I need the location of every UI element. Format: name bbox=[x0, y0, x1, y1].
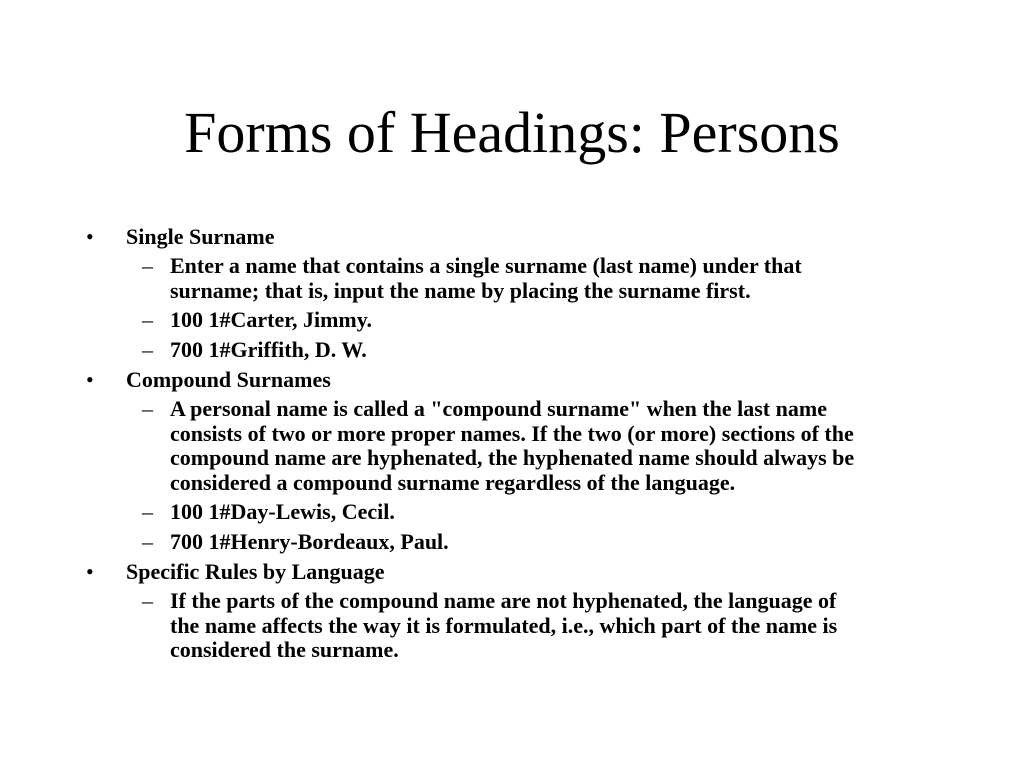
bullet-marker: • bbox=[86, 224, 94, 249]
slide-content bbox=[86, 224, 956, 668]
bullet-text: Single Surname bbox=[126, 224, 275, 249]
sub-bullet-text: Enter a name that contains a single surname (last name) under that surname; that is, input the name by placing the surname first. bbox=[170, 253, 802, 303]
sub-bullet bbox=[86, 254, 870, 303]
sub-bullet-text: If the parts of the compound name are not hyphenated, the language of the name affects the way it is formulated, i.e., which part of the name is considered the surname. bbox=[170, 588, 838, 662]
sub-bullet bbox=[86, 530, 870, 555]
dash-marker: – bbox=[142, 396, 153, 421]
sublist-single-surname bbox=[86, 254, 956, 362]
sub-bullet-text: 700 1#Henry-Bordeaux, Paul. bbox=[170, 528, 449, 554]
sub-bullet bbox=[86, 397, 870, 495]
bullet-single-surname bbox=[86, 224, 956, 250]
bullet-compound-surnames bbox=[86, 367, 956, 393]
sub-bullet bbox=[86, 308, 870, 333]
sub-bullet-text: A personal name is called a "compound surname" when the last name consists of two or more proper names. If the two (or more) sections of the compound name are hyphenated, the hyphenated name should always be considered a compound surname regardless of the language. bbox=[170, 396, 855, 495]
bullet-marker: • bbox=[86, 559, 94, 584]
sub-bullet bbox=[86, 338, 870, 363]
bullet-text: Compound Surnames bbox=[126, 367, 331, 392]
sub-bullet-text: 100 1#Day-Lewis, Cecil. bbox=[170, 499, 395, 524]
dash-marker: – bbox=[142, 499, 153, 524]
sublist-compound-surnames bbox=[86, 397, 956, 554]
sub-bullet-text: 700 1#Griffith, D. W. bbox=[170, 336, 367, 362]
slide-title: Forms of Headings: Persons bbox=[184, 100, 840, 165]
sublist-specific-rules bbox=[86, 589, 956, 663]
dash-marker: – bbox=[142, 253, 153, 278]
dash-marker: – bbox=[142, 336, 153, 362]
sub-bullet-text: 100 1#Carter, Jimmy. bbox=[170, 307, 373, 332]
dash-marker: – bbox=[142, 307, 153, 332]
sub-bullet bbox=[86, 589, 870, 663]
bullet-specific-rules-by-language bbox=[86, 559, 956, 585]
bullet-text: Specific Rules by Language bbox=[126, 559, 385, 584]
bullet-marker: • bbox=[86, 367, 94, 392]
dash-marker: – bbox=[142, 528, 153, 554]
sub-bullet bbox=[86, 500, 870, 525]
dash-marker: – bbox=[142, 588, 153, 613]
